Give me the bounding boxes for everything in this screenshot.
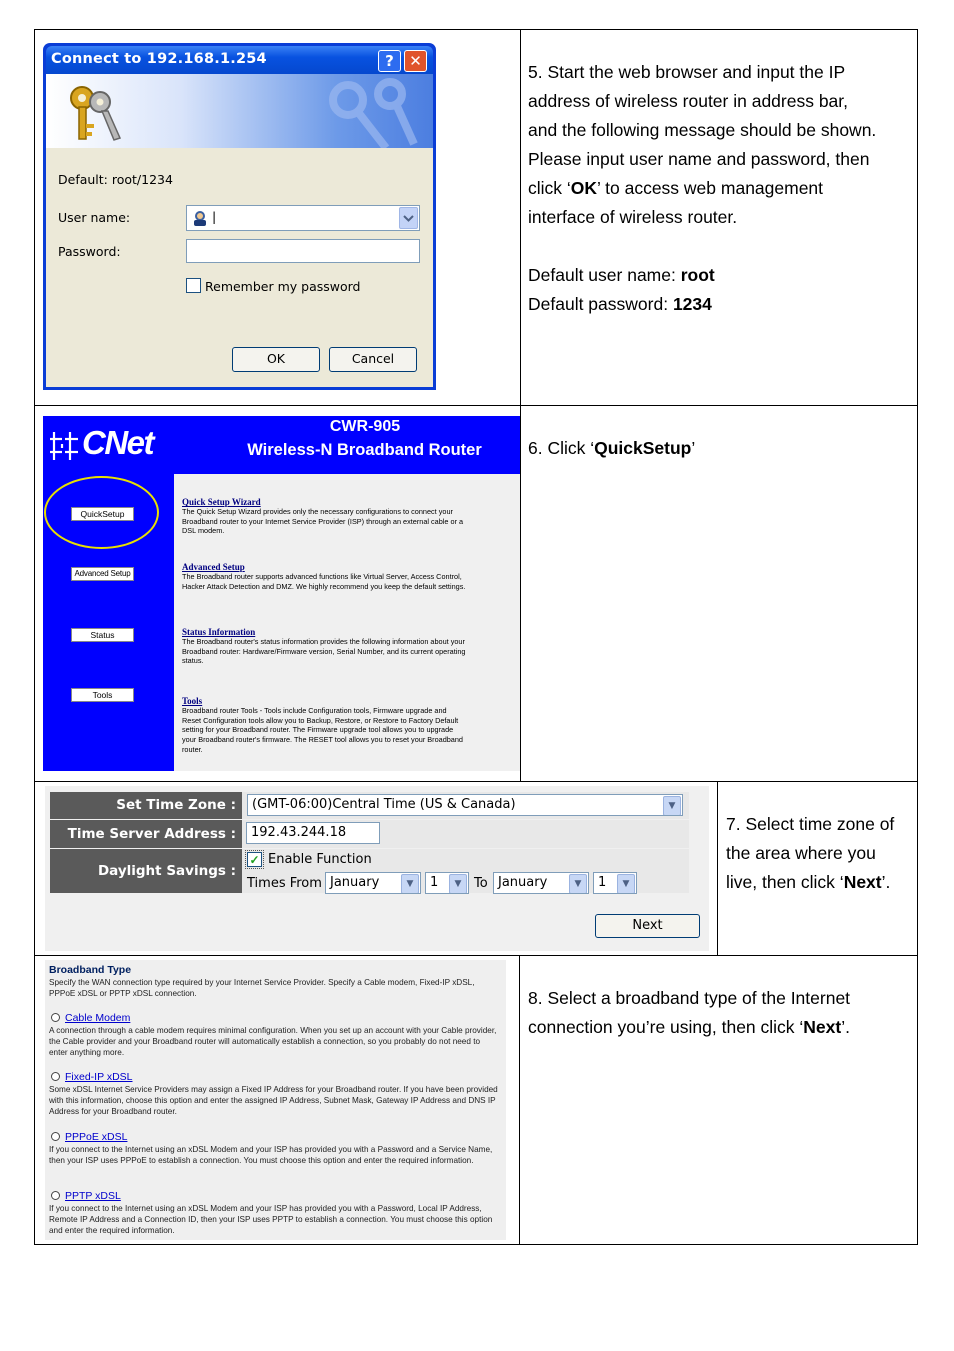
timezone-value: (GMT-06:00)Central Time (US & Canada): [252, 797, 516, 812]
text-fragment: ’.: [881, 872, 891, 892]
time-server-label: Time Server Address :: [50, 820, 242, 848]
username-label: User name:: [58, 210, 131, 225]
step8-line: [528, 1013, 913, 1042]
default-username-line: [528, 261, 913, 290]
ok-button[interactable]: OK: [232, 347, 320, 372]
tools-button[interactable]: Tools: [71, 688, 134, 702]
step7-instructions: [726, 810, 916, 897]
text-fragment: live, then click ‘: [726, 872, 844, 892]
cable-modem-description: A connection through a cable modem requires minimal configuration. When you set up an account with your Cable provider, the Cable provider and your Broadband router will automatically establish a connection, so you probably do not need to enter anything more.: [49, 1026, 497, 1057]
status-information-link[interactable]: Status Information: [182, 627, 256, 637]
table-row-divider: [34, 955, 918, 956]
to-day-select[interactable]: [593, 872, 637, 894]
user-avatar-icon: [192, 210, 207, 226]
step5-line: 5. Start the web browser and input the IP: [528, 62, 846, 82]
chevron-down-icon[interactable]: ▼: [401, 874, 419, 894]
pppoe-link[interactable]: PPPoE xDSL: [65, 1131, 128, 1143]
timezone-select[interactable]: [247, 794, 683, 816]
table-column-divider: [717, 781, 718, 956]
chevron-down-icon[interactable]: [399, 207, 418, 229]
username-value: |: [212, 209, 217, 224]
remember-password-label: Remember my password: [205, 279, 361, 294]
cnet-logo-text: CNet: [82, 424, 154, 461]
step5-instructions: [528, 58, 913, 319]
fixed-ip-radio[interactable]: [51, 1072, 60, 1081]
next-keyword: Next: [803, 1017, 842, 1037]
table-row-divider: [34, 405, 918, 406]
time-server-input[interactable]: 192.43.244.18: [246, 822, 380, 844]
chevron-down-icon[interactable]: ▼: [663, 796, 681, 816]
dialog-title: Connect to 192.168.1.254: [51, 51, 267, 67]
cable-modem-link[interactable]: Cable Modem: [65, 1012, 131, 1024]
table-border-left: [34, 29, 35, 1245]
table-border-bottom: [34, 1244, 918, 1245]
cancel-button[interactable]: Cancel: [329, 347, 417, 372]
pptp-link[interactable]: PPTP xDSL: [65, 1190, 121, 1202]
step7-line: [726, 868, 916, 897]
text-fragment: 6. Click ‘: [528, 438, 595, 458]
from-day-select[interactable]: [425, 872, 469, 894]
pppoe-radio[interactable]: [51, 1132, 60, 1141]
broadband-heading: Broadband Type: [49, 964, 132, 976]
quicksetup-keyword: QuickSetup: [594, 438, 692, 458]
pptp-description: If you connect to the Internet using an xDSL Modem and your ISP has provided you with a Password, Local IP Address, Remote IP Address and a Connection ID, then your ISP uses PPTP to establish a connection. You must choose this option and enter the required information.: [49, 1204, 493, 1235]
step5-line: address of wireless router in address bar,: [528, 91, 849, 111]
status-button[interactable]: Status: [71, 628, 134, 642]
password-label: Password:: [58, 244, 121, 259]
step7-line: the area where you: [726, 843, 876, 863]
chevron-down-icon[interactable]: ▼: [449, 874, 467, 894]
advanced-setup-link[interactable]: Advanced Setup: [182, 562, 245, 572]
timezone-label: Set Time Zone :: [50, 792, 242, 819]
times-from-label: Times From: [247, 876, 322, 891]
chevron-down-icon[interactable]: ▼: [569, 874, 587, 894]
table-column-divider: [519, 955, 520, 1245]
ok-keyword: OK: [570, 178, 598, 198]
router-product-name: Wireless-N Broadband Router: [247, 441, 482, 459]
table-border-right: [917, 29, 918, 1245]
banner-watermark-icon: [308, 74, 418, 148]
default-password-line: [528, 290, 913, 319]
table-border-top: [34, 29, 918, 30]
text-fragment: Default password:: [528, 294, 673, 314]
table-row-divider: [34, 781, 918, 782]
advanced-setup-description: The Broadband router supports advanced functions like Virtual Server, Access Control, Hacker Attack Detection and DMZ. We highly recommend you keep the default settings.: [182, 572, 466, 591]
password-field[interactable]: [186, 239, 420, 263]
default-username-value: root: [680, 265, 715, 285]
quick-setup-wizard-link[interactable]: Quick Setup Wizard: [182, 497, 261, 507]
advanced-setup-button[interactable]: Advanced Setup: [71, 567, 134, 581]
table-column-divider: [520, 29, 521, 782]
keys-icon: [62, 80, 122, 144]
close-button[interactable]: ✕: [404, 50, 427, 72]
pptp-radio[interactable]: [51, 1191, 60, 1200]
help-button[interactable]: ?: [378, 50, 401, 72]
step7-line: 7. Select time zone of: [726, 814, 895, 834]
enable-function-label: Enable Function: [268, 852, 372, 867]
step8-line: 8. Select a broadband type of the Internet: [528, 988, 851, 1008]
spacer: [528, 232, 913, 261]
quicksetup-button[interactable]: QuickSetup: [71, 507, 134, 521]
to-day-value: 1: [598, 875, 607, 890]
status-information-description: The Broadband router's status information provides the following information about your Broadband router: Hardware/Firmware version, Serial Number, and its current operating status.: [182, 637, 466, 666]
text-fragment: click ‘: [528, 178, 571, 198]
text-fragment: ’ to access web management: [597, 178, 824, 198]
fixed-ip-link[interactable]: Fixed-IP xDSL: [65, 1071, 133, 1083]
next-button[interactable]: Next: [595, 914, 700, 938]
tools-description: Broadband router Tools - Tools include Configuration tools, Firmware upgrade and Reset Configuration tools allow you to Backup, Restore, or Restore to Factory Default setting for your Broadband router. The Firmware upgrade tool allows you to upgrade your Broadband router's firmware. The RESET tool allows you to reset your Broadband router.: [182, 706, 463, 754]
quick-setup-description: The Quick Setup Wizard provides only the necessary configurations to connect your Broadband router to your Internet Service Provider (ISP) through an external cable or a DSL modem.: [182, 507, 464, 536]
step5-line: and the following message should be shown.: [528, 120, 877, 140]
cnet-logo-icon: [50, 430, 82, 462]
cable-modem-radio[interactable]: [51, 1013, 60, 1022]
step5-line: [528, 174, 913, 203]
from-month-select[interactable]: [325, 872, 421, 894]
to-month-select[interactable]: [493, 872, 589, 894]
from-day-value: 1: [430, 875, 439, 890]
remember-password-checkbox[interactable]: [186, 278, 201, 293]
enable-function-checkbox[interactable]: ✓: [247, 852, 262, 867]
text-fragment: Default user name:: [528, 265, 681, 285]
step8-instructions: [528, 984, 913, 1042]
text-fragment: ’: [691, 438, 696, 458]
text-fragment: ’.: [841, 1017, 850, 1037]
text-fragment: connection you’re using, then click ‘: [528, 1017, 804, 1037]
to-month-value: January: [498, 875, 548, 890]
default-password-value: 1234: [672, 294, 712, 314]
next-keyword: Next: [843, 872, 882, 892]
chevron-down-icon[interactable]: ▼: [617, 874, 635, 894]
username-field[interactable]: [186, 205, 420, 231]
default-credentials-text: Default: root/1234: [58, 172, 173, 187]
fixed-ip-description: Some xDSL Internet Service Providers may assign a Fixed IP Address for your Broadband router. If you have been provided with this information, choose this option and enter the assigned IP Address, Subnet Mask, Gateway IP Address and DNS IP Address for your Broadband router.: [49, 1085, 498, 1116]
daylight-savings-label: Daylight Savings :: [50, 849, 242, 893]
dialog-banner: [46, 74, 433, 148]
step5-line: interface of wireless router.: [528, 207, 738, 227]
step5-line: Please input user name and password, then: [528, 149, 870, 169]
pppoe-description: If you connect to the Internet using an xDSL Modem and your ISP has provided you with a Password and a Service Name, then your ISP uses PPPoE to establish a connection. You must choose this option and enter the required information.: [49, 1145, 493, 1165]
router-model: CWR-905: [329, 418, 401, 435]
broadband-intro: Specify the WAN connection type required by your Internet Service Provider. Specify a Cable modem, Fixed-IP xDSL, PPPoE xDSL or PPTP xDSL connection.: [49, 978, 475, 998]
tools-link[interactable]: Tools: [182, 696, 203, 706]
to-label: To: [474, 876, 488, 891]
step6-instructions: [528, 434, 913, 463]
from-month-value: January: [330, 875, 380, 890]
